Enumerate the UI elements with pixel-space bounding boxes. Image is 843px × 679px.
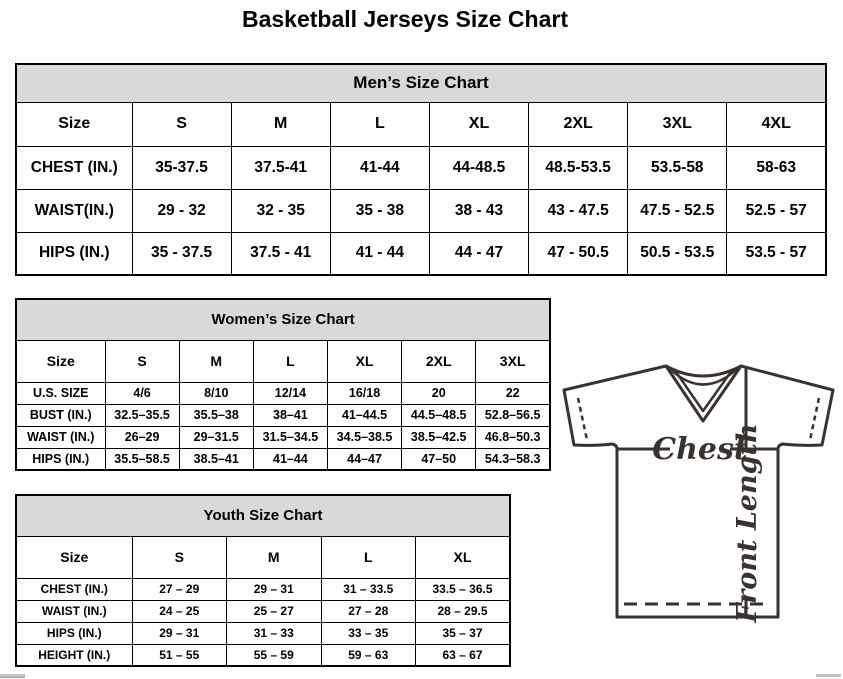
youth-data-row bbox=[16, 600, 510, 622]
value-cell: 47.5 - 52.5 bbox=[628, 189, 727, 232]
value-cell: 44–47 bbox=[327, 448, 401, 470]
value-cell: 4/6 bbox=[105, 382, 179, 404]
womens-title-row bbox=[16, 299, 550, 340]
size-header-cell: Size bbox=[16, 102, 132, 146]
chest-label: Chest bbox=[652, 432, 748, 467]
womens-table-grid bbox=[15, 298, 551, 471]
womens-data-row bbox=[16, 448, 550, 470]
value-cell: 24 – 25 bbox=[132, 600, 227, 622]
value-cell: 52.5 - 57 bbox=[727, 189, 826, 232]
size-header-cell: 2XL bbox=[402, 340, 476, 382]
value-cell: 32 - 35 bbox=[231, 189, 330, 232]
mens-title-row bbox=[16, 64, 826, 102]
size-header-cell: S bbox=[132, 102, 231, 146]
value-cell: 35-37.5 bbox=[132, 146, 231, 189]
value-cell: 38.5–42.5 bbox=[402, 426, 476, 448]
value-cell: 25 – 27 bbox=[227, 600, 322, 622]
value-cell: 38–41 bbox=[253, 404, 327, 426]
horizontal-scrollbar-fragment-right[interactable] bbox=[816, 674, 841, 677]
value-cell: 35 - 38 bbox=[330, 189, 429, 232]
womens-size-header-row bbox=[16, 340, 550, 382]
value-cell: 31.5–34.5 bbox=[253, 426, 327, 448]
youth-data-row bbox=[16, 644, 510, 666]
value-cell: 37.5 - 41 bbox=[231, 232, 330, 275]
size-header-cell: Size bbox=[16, 340, 105, 382]
value-cell: 50.5 - 53.5 bbox=[628, 232, 727, 275]
value-cell: 52.8–56.5 bbox=[476, 404, 550, 426]
row-label-cell: HEIGHT (IN.) bbox=[16, 644, 132, 666]
size-header-cell: XL bbox=[416, 536, 511, 578]
value-cell: 53.5 - 57 bbox=[727, 232, 826, 275]
row-label-cell: HIPS (IN.) bbox=[16, 622, 132, 644]
youth-size-header-row bbox=[16, 536, 510, 578]
mens-table-grid bbox=[15, 63, 827, 276]
size-header-cell: 3XL bbox=[476, 340, 550, 382]
row-label-cell: HIPS (IN.) bbox=[16, 448, 105, 470]
value-cell: 44-48.5 bbox=[429, 146, 528, 189]
value-cell: 55 – 59 bbox=[227, 644, 322, 666]
row-label-cell: WAIST (IN.) bbox=[16, 426, 105, 448]
horizontal-scrollbar-fragment-left[interactable] bbox=[0, 674, 25, 678]
size-header-cell: 4XL bbox=[727, 102, 826, 146]
value-cell: 26–29 bbox=[105, 426, 179, 448]
value-cell: 37.5-41 bbox=[231, 146, 330, 189]
value-cell: 41 - 44 bbox=[330, 232, 429, 275]
value-cell: 27 – 28 bbox=[321, 600, 416, 622]
value-cell: 48.5-53.5 bbox=[529, 146, 628, 189]
value-cell: 22 bbox=[476, 382, 550, 404]
jersey-measurement-diagram bbox=[556, 356, 843, 668]
youth-data-row bbox=[16, 578, 510, 600]
row-label-cell: WAIST(IN.) bbox=[16, 189, 132, 232]
value-cell: 35.5–58.5 bbox=[105, 448, 179, 470]
size-header-cell: M bbox=[227, 536, 322, 578]
value-cell: 35 – 37 bbox=[416, 622, 511, 644]
value-cell: 27 – 29 bbox=[132, 578, 227, 600]
value-cell: 34.5–38.5 bbox=[327, 426, 401, 448]
value-cell: 32.5–35.5 bbox=[105, 404, 179, 426]
value-cell: 29 – 31 bbox=[132, 622, 227, 644]
value-cell: 38.5–41 bbox=[179, 448, 253, 470]
value-cell: 59 – 63 bbox=[321, 644, 416, 666]
youth-table-title: Youth Size Chart bbox=[16, 495, 510, 536]
value-cell: 35.5–38 bbox=[179, 404, 253, 426]
mens-data-row bbox=[16, 232, 826, 275]
value-cell: 46.8–50.3 bbox=[476, 426, 550, 448]
size-header-cell: 3XL bbox=[628, 102, 727, 146]
size-header-cell: S bbox=[105, 340, 179, 382]
page-title: Basketball Jerseys Size Chart bbox=[241, 6, 568, 32]
row-label-cell: HIPS (IN.) bbox=[16, 232, 132, 275]
womens-table-title: Women’s Size Chart bbox=[16, 299, 550, 340]
value-cell: 63 – 67 bbox=[416, 644, 511, 666]
size-header-cell: M bbox=[179, 340, 253, 382]
womens-data-row bbox=[16, 382, 550, 404]
size-header-cell: L bbox=[253, 340, 327, 382]
youth-data-row bbox=[16, 622, 510, 644]
value-cell: 20 bbox=[402, 382, 476, 404]
value-cell: 29 - 32 bbox=[132, 189, 231, 232]
value-cell: 43 - 47.5 bbox=[529, 189, 628, 232]
size-header-cell: XL bbox=[327, 340, 401, 382]
value-cell: 41–44.5 bbox=[327, 404, 401, 426]
value-cell: 35 - 37.5 bbox=[132, 232, 231, 275]
value-cell: 47 - 50.5 bbox=[529, 232, 628, 275]
value-cell: 38 - 43 bbox=[429, 189, 528, 232]
mens-size-header-row bbox=[16, 102, 826, 146]
row-label-cell: U.S. SIZE bbox=[16, 382, 105, 404]
mens-data-row bbox=[16, 146, 826, 189]
value-cell: 53.5-58 bbox=[628, 146, 727, 189]
size-header-cell: S bbox=[132, 536, 227, 578]
value-cell: 33.5 – 36.5 bbox=[416, 578, 511, 600]
row-label-cell: CHEST (IN.) bbox=[16, 146, 132, 189]
row-label-cell: CHEST (IN.) bbox=[16, 578, 132, 600]
mens-size-table bbox=[15, 63, 827, 276]
womens-data-row bbox=[16, 426, 550, 448]
womens-size-table bbox=[15, 298, 551, 471]
value-cell: 8/10 bbox=[179, 382, 253, 404]
value-cell: 29–31.5 bbox=[179, 426, 253, 448]
row-label-cell: WAIST (IN.) bbox=[16, 600, 132, 622]
value-cell: 51 – 55 bbox=[132, 644, 227, 666]
size-header-cell: L bbox=[321, 536, 416, 578]
value-cell: 31 – 33.5 bbox=[321, 578, 416, 600]
value-cell: 41-44 bbox=[330, 146, 429, 189]
youth-table-grid bbox=[15, 494, 511, 667]
size-header-cell: Size bbox=[16, 536, 132, 578]
womens-data-row bbox=[16, 404, 550, 426]
size-header-cell: 2XL bbox=[529, 102, 628, 146]
value-cell: 44 - 47 bbox=[429, 232, 528, 275]
value-cell: 33 – 35 bbox=[321, 622, 416, 644]
row-label-cell: BUST (IN.) bbox=[16, 404, 105, 426]
front-length-label: Front Length bbox=[732, 423, 763, 623]
mens-data-row bbox=[16, 189, 826, 232]
value-cell: 44.5–48.5 bbox=[402, 404, 476, 426]
value-cell: 58-63 bbox=[727, 146, 826, 189]
size-header-cell: XL bbox=[429, 102, 528, 146]
value-cell: 31 – 33 bbox=[227, 622, 322, 644]
value-cell: 54.3–58.3 bbox=[476, 448, 550, 470]
value-cell: 41–44 bbox=[253, 448, 327, 470]
value-cell: 28 – 29.5 bbox=[416, 600, 511, 622]
mens-table-title: Men’s Size Chart bbox=[16, 64, 826, 102]
size-header-cell: M bbox=[231, 102, 330, 146]
value-cell: 47–50 bbox=[402, 448, 476, 470]
value-cell: 16/18 bbox=[327, 382, 401, 404]
size-header-cell: L bbox=[330, 102, 429, 146]
value-cell: 29 – 31 bbox=[227, 578, 322, 600]
value-cell: 12/14 bbox=[253, 382, 327, 404]
youth-size-table bbox=[15, 494, 511, 667]
youth-title-row bbox=[16, 495, 510, 536]
